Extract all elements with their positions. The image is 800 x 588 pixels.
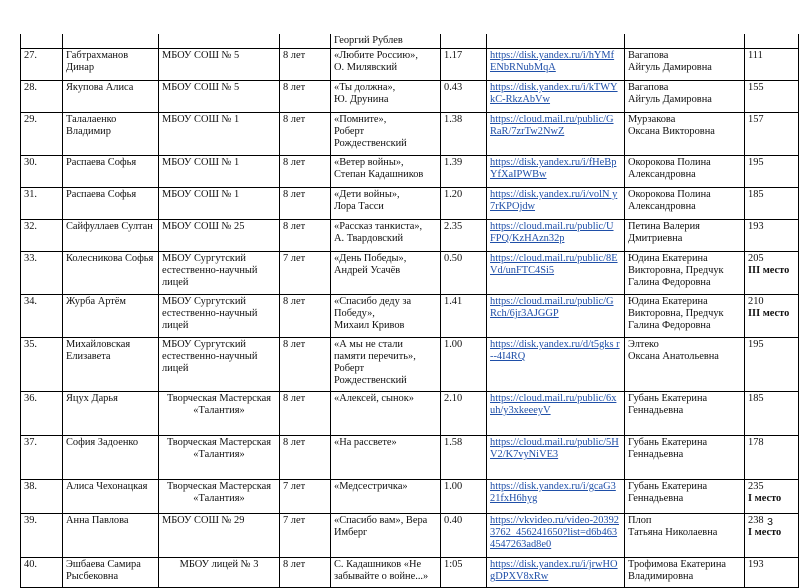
- work-title: «А мы не стали памяти перечить», Роберт Рождественский: [331, 338, 441, 392]
- video-link-cell: [487, 514, 625, 558]
- row-number: 27.: [21, 49, 63, 81]
- video-link-cell: [487, 392, 625, 436]
- video-link[interactable]: https://disk.yandex.ru/i/gcaG3 21fxH6hyg: [490, 481, 616, 504]
- duration: 1.00: [441, 338, 487, 392]
- school-name: Творческая Мастерская «Талантия»: [159, 436, 280, 480]
- participant-name: Яцух Дарья: [63, 392, 159, 436]
- video-link-cell: [487, 188, 625, 220]
- table-row: [21, 156, 799, 188]
- participant-age: 8 лет: [280, 392, 331, 436]
- video-link[interactable]: https://disk.yandex.ru/i/fHeBp YfXaIPWBw: [490, 157, 617, 180]
- video-link-cell: [487, 252, 625, 295]
- duration: 1.38: [441, 113, 487, 156]
- row-number: 37.: [21, 436, 63, 480]
- table-row: [21, 436, 799, 480]
- video-link-cell: [487, 81, 625, 113]
- duration: 2.35: [441, 220, 487, 252]
- participant-name: Алиса Чехонацкая: [63, 480, 159, 514]
- video-link-cell: [487, 113, 625, 156]
- participant-name: София Задоенко: [63, 436, 159, 480]
- row-number: 36.: [21, 392, 63, 436]
- work-author-fragment: Георгий Рублев: [331, 34, 441, 49]
- table-row: [21, 514, 799, 558]
- video-link[interactable]: https://disk.yandex.ru/i/volN y7rKPOjdw: [490, 189, 618, 212]
- duration: 1.00: [441, 480, 487, 514]
- work-title: «Медсестричка»: [331, 480, 441, 514]
- score: 111: [745, 49, 799, 81]
- participant-age: 8 лет: [280, 188, 331, 220]
- work-title: «На рассвете»: [331, 436, 441, 480]
- table-row: [21, 49, 799, 81]
- table-row: [21, 220, 799, 252]
- table-row: [21, 252, 799, 295]
- score: 235 I место: [745, 480, 799, 514]
- teacher-name: Окорокова Полина Александровна: [625, 188, 745, 220]
- video-link[interactable]: https://vkvideo.ru/video-203923762_456241650?list=d6b4634547263ad8e0: [490, 515, 620, 550]
- table-row: [21, 480, 799, 514]
- video-link-cell: [487, 295, 625, 338]
- work-title: «Дети войны», Лора Тасси: [331, 188, 441, 220]
- video-link[interactable]: https://cloud.mail.ru/public/G Rch/6jr3AJGGP: [490, 296, 614, 319]
- participant-age: 8 лет: [280, 436, 331, 480]
- video-link-cell: [487, 338, 625, 392]
- teacher-name: Трофимова Екатерина Владимировна: [625, 558, 745, 588]
- school-name: МБОУ СОШ № 1: [159, 113, 280, 156]
- video-link-cell: [487, 480, 625, 514]
- row-number: 29.: [21, 113, 63, 156]
- participant-name: Талалаенко Владимир: [63, 113, 159, 156]
- participant-age: 8 лет: [280, 338, 331, 392]
- participant-age: 8 лет: [280, 156, 331, 188]
- teacher-name: Плоп Татьяна Николаевна: [625, 514, 745, 558]
- row-number: 31.: [21, 188, 63, 220]
- row-number: 32.: [21, 220, 63, 252]
- video-link[interactable]: https://cloud.mail.ru/public/6x uh/y3xkeeeyV: [490, 393, 617, 416]
- row-number: 35.: [21, 338, 63, 392]
- school-name: МБОУ СОШ № 1: [159, 156, 280, 188]
- duration: 0.43: [441, 81, 487, 113]
- score: 210 III место: [745, 295, 799, 338]
- duration: 1:05: [441, 558, 487, 588]
- video-link-cell: [487, 220, 625, 252]
- participant-name: Журба Артём: [63, 295, 159, 338]
- score: 185: [745, 392, 799, 436]
- duration: 0.40: [441, 514, 487, 558]
- duration: 0.50: [441, 252, 487, 295]
- place-award: I место: [748, 493, 782, 504]
- teacher-name: Юдина Екатерина Викторовна, Предчук Галина Федоровна: [625, 252, 745, 295]
- work-title: «Любите Россию», О. Милявский: [331, 49, 441, 81]
- score: 193: [745, 558, 799, 588]
- work-title: С. Кадашников «Не забывайте о войне...»: [331, 558, 441, 588]
- school-name: МБОУ СОШ № 5: [159, 81, 280, 113]
- page-number: 3: [767, 516, 773, 528]
- video-link[interactable]: https://disk.yandex.ru/i/kTWY kC-RkzAbVw: [490, 82, 618, 105]
- participant-name: Колесникова Софья: [63, 252, 159, 295]
- teacher-name: Петина Валерия Дмитриевна: [625, 220, 745, 252]
- teacher-name: Губань Екатерина Геннадьевна: [625, 480, 745, 514]
- school-name: МБОУ Сургутский естественно-научный лицей: [159, 295, 280, 338]
- video-link[interactable]: https://cloud.mail.ru/public/5H V2/K7vyNiVE3: [490, 437, 619, 460]
- participant-age: 8 лет: [280, 49, 331, 81]
- score: 205 III место: [745, 252, 799, 295]
- participant-age: 8 лет: [280, 220, 331, 252]
- teacher-name: Окорокова Полина Александровна: [625, 156, 745, 188]
- work-title: «Спасибо деду за Победу», Михаил Кривов: [331, 295, 441, 338]
- duration: 2.10: [441, 392, 487, 436]
- school-name: Творческая Мастерская «Талантия»: [159, 480, 280, 514]
- teacher-name: Губань Екатерина Геннадьевна: [625, 436, 745, 480]
- score: 185: [745, 188, 799, 220]
- video-link[interactable]: https://disk.yandex.ru/d/t5gks r--4I4RQ: [490, 339, 620, 362]
- table-row: [21, 113, 799, 156]
- duration: 1.17: [441, 49, 487, 81]
- table-row-continuation: [21, 34, 799, 49]
- teacher-name: Мурзакова Оксана Викторовна: [625, 113, 745, 156]
- participant-name: Анна Павлова: [63, 514, 159, 558]
- row-number: 39.: [21, 514, 63, 558]
- place-award: I место: [748, 527, 782, 538]
- video-link-cell: [487, 436, 625, 480]
- participant-age: 8 лет: [280, 558, 331, 588]
- duration: 1.58: [441, 436, 487, 480]
- participant-name: Сайфуллаев Султан: [63, 220, 159, 252]
- duration: 1.20: [441, 188, 487, 220]
- score: 155: [745, 81, 799, 113]
- row-number: 40.: [21, 558, 63, 588]
- work-title: «Ты должна», Ю. Друнина: [331, 81, 441, 113]
- work-title: «Алексей, сынок»: [331, 392, 441, 436]
- place-award: III место: [748, 265, 790, 276]
- participant-name: Эшбаева Самира Рысбековна: [63, 558, 159, 588]
- work-title: «Спасибо вам», Вера Имберг: [331, 514, 441, 558]
- video-link-cell: [487, 558, 625, 588]
- school-name: МБОУ Сургутский естественно-научный лицей: [159, 338, 280, 392]
- place-award: III место: [748, 308, 790, 319]
- table-row: [21, 558, 799, 588]
- teacher-name: Элтеко Оксана Анатольевна: [625, 338, 745, 392]
- school-name: МБОУ СОШ № 25: [159, 220, 280, 252]
- teacher-name: Губань Екатерина Геннадьевна: [625, 392, 745, 436]
- participant-age: 8 лет: [280, 113, 331, 156]
- participant-name: Якупова Алиса: [63, 81, 159, 113]
- score: 193: [745, 220, 799, 252]
- participant-age: 7 лет: [280, 480, 331, 514]
- video-link[interactable]: https://cloud.mail.ru/public/8E Vd/unFTC4Si5: [490, 253, 618, 276]
- school-name: МБОУ лицей № 3: [159, 558, 280, 588]
- table-row: [21, 295, 799, 338]
- table-row: [21, 392, 799, 436]
- video-link-cell: [487, 49, 625, 81]
- video-link[interactable]: https://cloud.mail.ru/public/G RaR/7zrTw2NwZ: [490, 114, 614, 137]
- school-name: МБОУ СОШ № 1: [159, 188, 280, 220]
- school-name: МБОУ Сургутский естественно-научный лицей: [159, 252, 280, 295]
- work-title: «Рассказ танкиста», А. Твардовский: [331, 220, 441, 252]
- work-title: «Ветер войны», Степан Кадашников: [331, 156, 441, 188]
- participants-table: [20, 34, 799, 588]
- participant-age: 7 лет: [280, 252, 331, 295]
- video-link[interactable]: https://disk.yandex.ru/i/jrwHO gDPXV8xRw: [490, 559, 618, 582]
- teacher-name: Вагапова Айгуль Дамировна: [625, 81, 745, 113]
- work-title: «День Победы», Андрей Усачёв: [331, 252, 441, 295]
- video-link[interactable]: https://cloud.mail.ru/public/U FPQ/KzHAzn32p: [490, 221, 614, 244]
- school-name: МБОУ СОШ № 5: [159, 49, 280, 81]
- school-name: Творческая Мастерская «Талантия»: [159, 392, 280, 436]
- participant-age: 8 лет: [280, 295, 331, 338]
- teacher-name: Вагапова Айгуль Дамировна: [625, 49, 745, 81]
- participant-age: 7 лет: [280, 514, 331, 558]
- video-link[interactable]: https://disk.yandex.ru/i/hYMf ENbRNubMqA: [490, 50, 615, 73]
- teacher-name: Юдина Екатерина Викторовна, Предчук Галина Федоровна: [625, 295, 745, 338]
- participant-name: Распаева Софья: [63, 188, 159, 220]
- row-number: 28.: [21, 81, 63, 113]
- participant-name: Распаева Софья: [63, 156, 159, 188]
- video-link-cell: [487, 156, 625, 188]
- work-title: «Помните», Роберт Рождественский: [331, 113, 441, 156]
- row-number: 38.: [21, 480, 63, 514]
- duration: 1.41: [441, 295, 487, 338]
- row-number: 33.: [21, 252, 63, 295]
- participant-name: Михайловская Елизавета: [63, 338, 159, 392]
- score: 178: [745, 436, 799, 480]
- table-row: [21, 188, 799, 220]
- score: 238 I место: [745, 514, 799, 558]
- score: 195: [745, 338, 799, 392]
- score: 195: [745, 156, 799, 188]
- school-name: МБОУ СОШ № 29: [159, 514, 280, 558]
- table-row: [21, 81, 799, 113]
- duration: 1.39: [441, 156, 487, 188]
- participant-name: Габтрахманов Динар: [63, 49, 159, 81]
- row-number: 34.: [21, 295, 63, 338]
- row-number: 30.: [21, 156, 63, 188]
- score: 157: [745, 113, 799, 156]
- participant-age: 8 лет: [280, 81, 331, 113]
- table-row: [21, 338, 799, 392]
